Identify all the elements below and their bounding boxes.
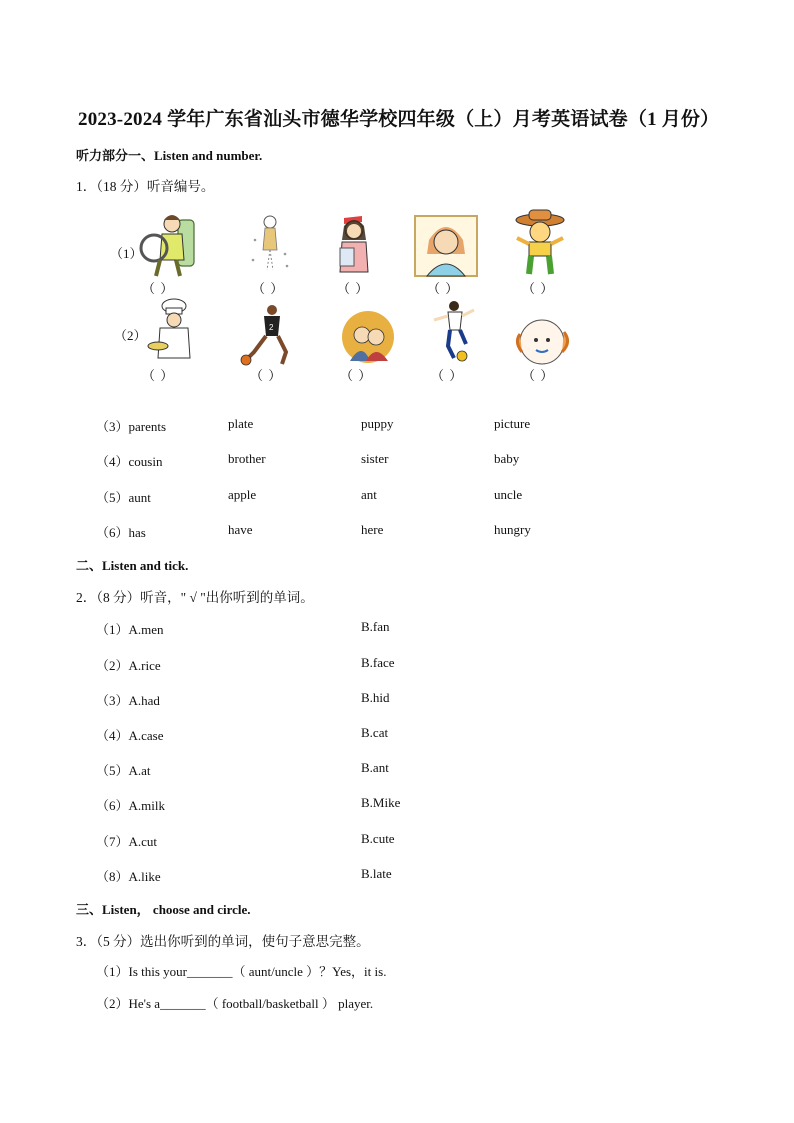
- fill-in-sentence[interactable]: （2）He's a_______（ football/basketball ） player.: [96, 996, 374, 1011]
- word-row-item: sister: [361, 451, 389, 466]
- answer-blank[interactable]: （ ）: [250, 368, 283, 383]
- question-3-stem: 3．（5 分）选出你听到的单词，使句子意思完整。: [76, 934, 370, 949]
- picture-row-2-label: （2）: [114, 328, 147, 343]
- picture-row-1-label: （1）: [110, 246, 143, 261]
- option-b[interactable]: B.fan: [361, 619, 390, 634]
- word-row-item: uncle: [494, 487, 523, 502]
- word-row-item: baby: [494, 451, 520, 466]
- option-b[interactable]: B.Mike: [361, 795, 401, 810]
- word-row-item: （5）aunt: [96, 490, 151, 505]
- word-row-item: plate: [228, 416, 254, 431]
- option-a[interactable]: （2）A.rice: [96, 658, 161, 673]
- option-a[interactable]: （8）A.like: [96, 869, 161, 884]
- option-a[interactable]: （7）A.cut: [96, 834, 158, 849]
- word-row-item: （4）cousin: [96, 454, 163, 469]
- grandma-portrait-icon: [413, 210, 479, 280]
- word-row-item: apple: [228, 487, 257, 502]
- page-title: 2023-2024 学年广东省汕头市德华学校四年级（上）月考英语试卷（1 月份）: [78, 109, 720, 130]
- basketball-player-icon: [236, 302, 302, 372]
- option-b[interactable]: B.hid: [361, 690, 390, 705]
- word-row-item: here: [361, 522, 384, 537]
- option-b[interactable]: B.ant: [361, 760, 389, 775]
- word-row-item: puppy: [361, 416, 394, 431]
- option-a[interactable]: （6）A.milk: [96, 798, 165, 813]
- woman-sketch-icon: [237, 210, 303, 280]
- answer-blank[interactable]: （ ）: [142, 281, 175, 296]
- answer-blank[interactable]: （ ）: [142, 368, 175, 383]
- svg-text:2: 2: [269, 323, 274, 332]
- word-row-item: ant: [361, 487, 377, 502]
- answer-blank[interactable]: （ ）: [522, 368, 555, 383]
- section-2-heading: 二、Listen and tick.: [76, 558, 189, 573]
- section-3-heading: 三、Listen， choose and circle.: [76, 902, 251, 917]
- question-2-stem: 2．（8 分）听音，" √ "出你听到的单词。: [76, 590, 314, 605]
- nurse-icon: [322, 210, 388, 280]
- man-driving-icon: [132, 210, 198, 280]
- option-b[interactable]: B.cat: [361, 725, 389, 740]
- boy-cowboy-hat-icon: [507, 208, 573, 278]
- option-b[interactable]: B.late: [361, 866, 392, 881]
- option-a[interactable]: （5）A.at: [96, 763, 151, 778]
- word-row-item: picture: [494, 416, 531, 431]
- option-a[interactable]: （4）A.case: [96, 728, 164, 743]
- answer-blank[interactable]: （ ）: [522, 281, 555, 296]
- word-row-item: （3）parents: [96, 419, 167, 434]
- soccer-player-icon: [424, 300, 490, 370]
- answer-blank[interactable]: （ ）: [337, 281, 370, 296]
- answer-blank[interactable]: （ ）: [431, 368, 464, 383]
- option-b[interactable]: B.cute: [361, 831, 395, 846]
- word-row-item: have: [228, 522, 253, 537]
- word-row-item: （6）has: [96, 525, 146, 540]
- section-1-heading: 听力部分一、Listen and number.: [76, 148, 263, 163]
- option-a[interactable]: （3）A.had: [96, 693, 160, 708]
- answer-blank[interactable]: （ ）: [427, 281, 460, 296]
- option-a[interactable]: （1）A.men: [96, 622, 164, 637]
- answer-blank[interactable]: （ ）: [340, 368, 373, 383]
- fill-in-sentence[interactable]: （1）Is this your_______（ aunt/uncle ）？Yes，it is.: [96, 964, 387, 979]
- chef-icon: [140, 298, 206, 368]
- answer-blank[interactable]: （ ）: [252, 281, 285, 296]
- word-row-item: brother: [228, 451, 266, 466]
- word-row-item: hungry: [494, 522, 531, 537]
- option-b[interactable]: B.face: [361, 655, 395, 670]
- question-1-stem: 1．（18 分）听音编号。: [76, 179, 215, 194]
